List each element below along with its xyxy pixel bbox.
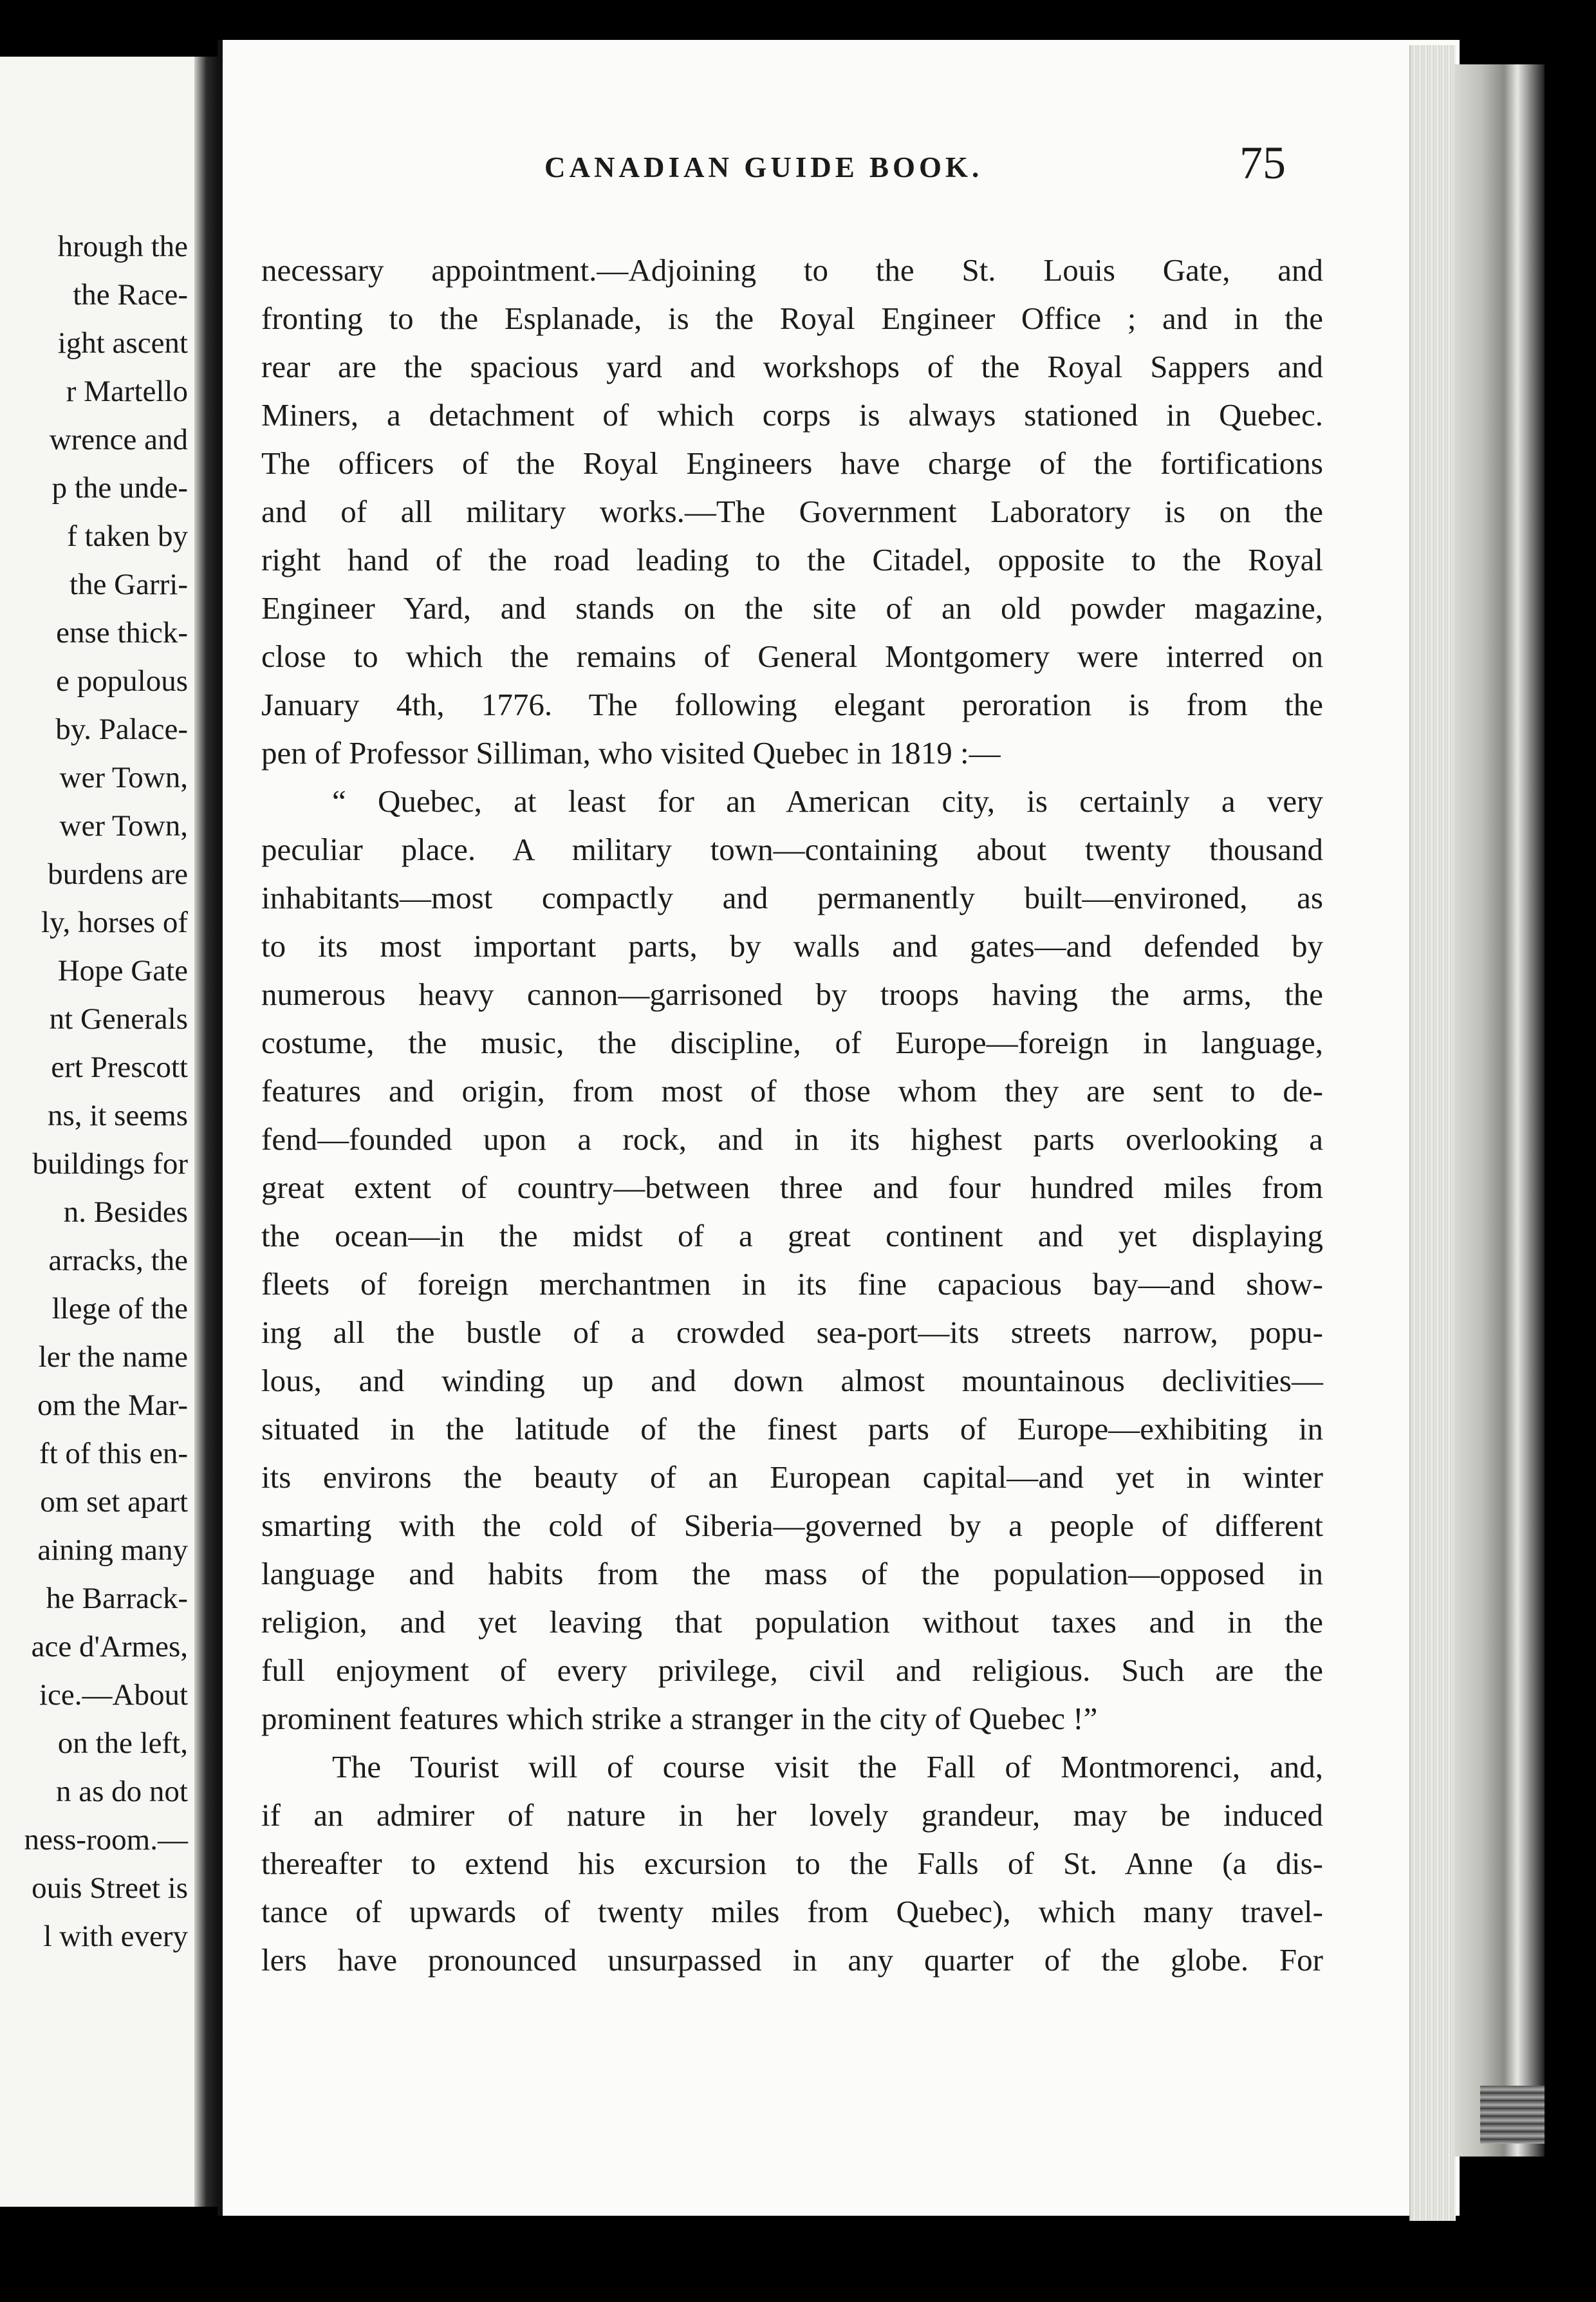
- text-line: full enjoyment of every privilege, civil and religious. Such are the: [261, 1652, 1323, 1688]
- left-page-line: ice.—About: [39, 1678, 188, 1712]
- page-number: 75: [1239, 137, 1286, 189]
- text-line: great extent of country—between three and four hundred miles from: [261, 1170, 1323, 1205]
- text-line: numerous heavy cannon—garrisoned by troops having the arms, the: [261, 977, 1323, 1012]
- text-line: ing all the bustle of a crowded sea-port—its streets narrow, popu-: [261, 1315, 1323, 1350]
- left-page-line: l with every: [43, 1920, 188, 1953]
- text-line: language and habits from the mass of the population—opposed in: [261, 1556, 1323, 1591]
- running-head-title: CANADIAN GUIDE BOOK.: [544, 151, 983, 183]
- left-page-line: om the Mar-: [37, 1389, 188, 1422]
- left-page-line: ler the name: [38, 1340, 188, 1374]
- text-line: fleets of foreign merchantmen in its fine capacious bay—and show-: [261, 1266, 1323, 1302]
- text-line: its environs the beauty of an European capital—and yet in winter: [261, 1459, 1323, 1495]
- text-line: pen of Professor Silliman, who visited Quebec in 1819 :—: [261, 735, 1001, 771]
- left-page-line: ns, it seems: [47, 1099, 188, 1132]
- page-block-edge: [1409, 45, 1456, 2221]
- left-page-line: ert Prescott: [51, 1051, 188, 1084]
- left-page-line: hrough the: [57, 230, 188, 263]
- text-line: “ Quebec, at least for an American city, is certainly a very: [332, 783, 1323, 819]
- left-page-line: wrence and: [49, 423, 188, 456]
- text-line: Miners, a detachment of which corps is always stationed in Quebec.: [261, 397, 1323, 433]
- text-line: tance of upwards of twenty miles from Quebec), which many travel-: [261, 1894, 1323, 1929]
- text-line: The officers of the Royal Engineers have charge of the fortifications: [261, 445, 1323, 481]
- text-line: smarting with the cold of Siberia—governed by a people of different: [261, 1508, 1323, 1543]
- text-line: inhabitants—most compactly and permanently built—environed, as: [261, 880, 1323, 915]
- left-page-line: arracks, the: [48, 1244, 188, 1277]
- left-page-line: ouis Street is: [32, 1871, 188, 1905]
- left-page-line: n as do not: [56, 1775, 188, 1808]
- facing-page-left: [0, 57, 194, 2207]
- left-page-line: wer Town,: [59, 809, 188, 843]
- text-line: peculiar place. A military town—containing about twenty thousand: [261, 832, 1323, 867]
- left-page-line: f taken by: [67, 519, 188, 553]
- text-line: rear are the spacious yard and workshops of the Royal Sappers and: [261, 349, 1323, 384]
- text-line: January 4th, 1776. The following elegant peroration is from the: [261, 687, 1323, 722]
- left-page-line: ense thick-: [56, 616, 188, 650]
- left-page-line: the Race-: [73, 278, 188, 312]
- left-page-line: llege of the: [51, 1292, 188, 1325]
- left-page-line: ness-room.—: [24, 1823, 188, 1857]
- running-head: [223, 136, 1460, 188]
- left-page-line: ace d'Armes,: [31, 1630, 188, 1663]
- left-page-line: ly, horses of: [41, 906, 188, 939]
- left-page-line: on the left,: [57, 1726, 188, 1760]
- text-line: the ocean—in the midst of a great continent and yet displaying: [261, 1218, 1323, 1253]
- left-page-line: om set apart: [40, 1485, 188, 1519]
- left-page-line: buildings for: [32, 1147, 188, 1181]
- left-page-line: p the unde-: [51, 471, 188, 505]
- text-line: if an admirer of nature in her lovely grandeur, may be induced: [261, 1797, 1323, 1833]
- left-page-line: aining many: [37, 1533, 188, 1567]
- book-page: [218, 40, 1460, 2216]
- text-line: and of all military works.—The Government Laboratory is on the: [261, 494, 1323, 529]
- text-line: right hand of the road leading to the Citadel, opposite to the Royal: [261, 542, 1323, 577]
- text-line: thereafter to extend his excursion to the Falls of St. Anne (a dis-: [261, 1846, 1323, 1881]
- text-line: lers have pronounced unsurpassed in any quarter of the globe. For: [261, 1942, 1323, 1978]
- left-page-line: the Garri-: [70, 568, 188, 601]
- text-line: features and origin, from most of those whom they are sent to de-: [261, 1073, 1323, 1109]
- left-page-line: wer Town,: [59, 761, 188, 794]
- left-page-line: ft of this en-: [39, 1437, 188, 1470]
- left-page-line: burdens are: [48, 857, 188, 891]
- text-line: lous, and winding up and down almost mountainous declivities—: [261, 1363, 1323, 1398]
- text-line: close to which the remains of General Montgomery were interred on: [261, 639, 1323, 674]
- left-page-line: by. Palace-: [55, 713, 188, 746]
- left-page-line: r Martello: [66, 375, 188, 408]
- left-page-line: n. Besides: [63, 1195, 188, 1229]
- text-line: The Tourist will of course visit the Fall of Montmorenci, and,: [332, 1749, 1323, 1784]
- text-line: religion, and yet leaving that population without taxes and in the: [261, 1604, 1323, 1640]
- left-page-line: ight ascent: [57, 326, 188, 360]
- left-page-line: he Barrack-: [46, 1582, 188, 1615]
- text-line: situated in the latitude of the finest parts of Europe—exhibiting in: [261, 1411, 1323, 1446]
- text-line: costume, the music, the discipline, of Europe—foreign in language,: [261, 1025, 1323, 1060]
- left-page-line: nt Generals: [49, 1002, 188, 1036]
- text-line: prominent features which strike a stranger in the city of Quebec !”: [261, 1701, 1098, 1736]
- book-cover-edge: [1454, 64, 1545, 2157]
- left-page-line: e populous: [56, 664, 188, 698]
- cover-edge-band: [1480, 2086, 1545, 2144]
- text-line: necessary appointment.—Adjoining to the St. Louis Gate, and: [261, 252, 1323, 288]
- text-line: fend—founded upon a rock, and in its highest parts overlooking a: [261, 1121, 1323, 1157]
- text-line: to its most important parts, by walls and gates—and defended by: [261, 928, 1323, 964]
- text-line: fronting to the Esplanade, is the Royal Engineer Office ; and in the: [261, 301, 1323, 336]
- text-line: Engineer Yard, and stands on the site of an old powder magazine,: [261, 590, 1323, 626]
- left-page-line: Hope Gate: [57, 954, 188, 987]
